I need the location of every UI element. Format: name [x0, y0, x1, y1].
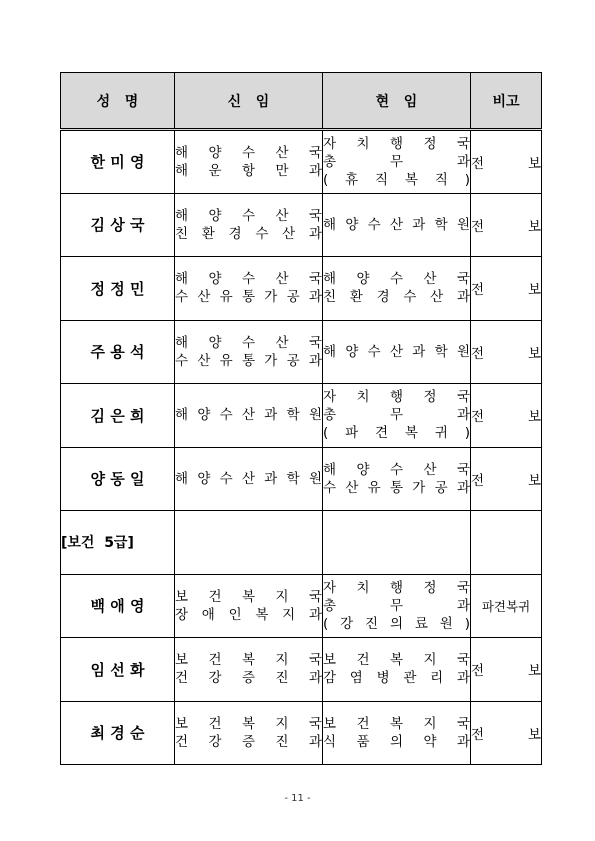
current-post-line: 수 산 유 통 가 공 과 — [323, 479, 470, 496]
header-new-post: 신 임 — [175, 73, 323, 130]
person-name: 한 미 영 — [61, 130, 175, 194]
table-row — [61, 638, 542, 702]
note-cell: 전 보 — [471, 320, 542, 384]
current-post-cell — [323, 574, 471, 638]
new-post-line: 해 양 수 산 국 — [175, 334, 322, 351]
current-post-line: ( 강 진 의 료 원 ) — [323, 615, 470, 632]
page-number: - 11 - — [284, 793, 311, 804]
person-name: 정 정 민 — [61, 257, 175, 321]
table-row — [61, 574, 542, 638]
current-post-cell — [323, 257, 471, 321]
table-row — [61, 320, 542, 384]
section-empty-new — [175, 511, 323, 575]
current-post-line: 감 염 병 관 리 과 — [323, 670, 470, 687]
table-row — [61, 384, 542, 448]
section-label: [보건 5급] — [61, 511, 175, 575]
note-cell: 전 보 — [471, 130, 542, 194]
table-row — [61, 193, 542, 257]
person-name: 김 은 희 — [61, 384, 175, 448]
table-row — [61, 257, 542, 321]
new-post-line: 보 건 복 지 국 — [175, 715, 322, 732]
current-post-line: 보 건 복 지 국 — [323, 652, 470, 669]
note-cell: 전 보 — [471, 193, 542, 257]
section-empty-current — [323, 511, 471, 575]
current-post-cell — [323, 193, 471, 257]
section-empty-note — [471, 511, 542, 575]
person-name: 최 경 순 — [61, 701, 175, 765]
new-post-line: 건 강 증 진 과 — [175, 670, 322, 687]
new-post-line: 해 운 항 만 과 — [175, 162, 322, 179]
current-post-line: 해 양 수 산 국 — [323, 271, 470, 288]
person-name: 주 용 석 — [61, 320, 175, 384]
table-header-row — [61, 73, 542, 130]
current-post-line: 자 치 행 정 국 — [323, 579, 470, 596]
current-post-line: 해 양 수 산 국 — [323, 461, 470, 478]
person-name: 임 선 화 — [61, 638, 175, 702]
new-post-cell — [175, 384, 323, 448]
new-post-cell — [175, 193, 323, 257]
new-post-cell — [175, 638, 323, 702]
header-current-post: 현 임 — [323, 73, 471, 130]
person-name: 김 상 국 — [61, 193, 175, 257]
new-post-line: 해 양 수 산 과 학 원 — [175, 407, 322, 424]
new-post-cell — [175, 257, 323, 321]
person-name: 양 동 일 — [61, 447, 175, 511]
personnel-table — [60, 72, 542, 765]
new-post-cell — [175, 447, 323, 511]
current-post-line: 총 무 과 — [323, 597, 470, 614]
table-row — [61, 130, 542, 194]
current-post-line: ( 파 견 복 귀 ) — [323, 425, 470, 442]
new-post-line: 장 애 인 복 지 과 — [175, 606, 322, 623]
current-post-line: ( 휴 직 복 직 ) — [323, 171, 470, 188]
new-post-line: 보 건 복 지 국 — [175, 588, 322, 605]
header-name: 성 명 — [61, 73, 175, 130]
note-cell: 전 보 — [471, 638, 542, 702]
current-post-line: 총 무 과 — [323, 407, 470, 424]
section-row — [61, 511, 542, 575]
note-cell: 전 보 — [471, 447, 542, 511]
current-post-cell — [323, 384, 471, 448]
current-post-line: 식 품 의 약 과 — [323, 733, 470, 750]
current-post-cell — [323, 320, 471, 384]
note-cell: 파견복귀 — [471, 574, 542, 638]
new-post-line: 해 양 수 산 국 — [175, 144, 322, 161]
current-post-cell — [323, 701, 471, 765]
table-row — [61, 447, 542, 511]
new-post-cell — [175, 574, 323, 638]
group-health — [61, 574, 542, 765]
note-cell: 전 보 — [471, 384, 542, 448]
new-post-cell — [175, 320, 323, 384]
new-post-line: 보 건 복 지 국 — [175, 652, 322, 669]
current-post-cell — [323, 130, 471, 194]
current-post-line: 친 환 경 수 산 과 — [323, 289, 470, 306]
new-post-line: 해 양 수 산 과 학 원 — [175, 470, 322, 487]
new-post-cell — [175, 701, 323, 765]
current-post-line: 자 치 행 정 국 — [323, 389, 470, 406]
current-post-cell — [323, 447, 471, 511]
new-post-line: 해 양 수 산 국 — [175, 207, 322, 224]
new-post-line: 건 강 증 진 과 — [175, 733, 322, 750]
new-post-line: 수 산 유 통 가 공 과 — [175, 289, 322, 306]
current-post-cell — [323, 638, 471, 702]
group-administrative — [61, 130, 542, 511]
new-post-line: 수 산 유 통 가 공 과 — [175, 352, 322, 369]
note-cell: 전 보 — [471, 701, 542, 765]
current-post-line: 총 무 과 — [323, 153, 470, 170]
current-post-line: 자 치 행 정 국 — [323, 135, 470, 152]
new-post-cell — [175, 130, 323, 194]
current-post-line: 해 양 수 산 과 학 원 — [323, 216, 470, 233]
new-post-line: 해 양 수 산 국 — [175, 271, 322, 288]
note-cell: 전 보 — [471, 257, 542, 321]
current-post-line: 해 양 수 산 과 학 원 — [323, 343, 470, 360]
new-post-line: 친 환 경 수 산 과 — [175, 225, 322, 242]
current-post-line: 보 건 복 지 국 — [323, 715, 470, 732]
person-name: 백 애 영 — [61, 574, 175, 638]
table-row — [61, 701, 542, 765]
header-note: 비고 — [471, 73, 542, 130]
